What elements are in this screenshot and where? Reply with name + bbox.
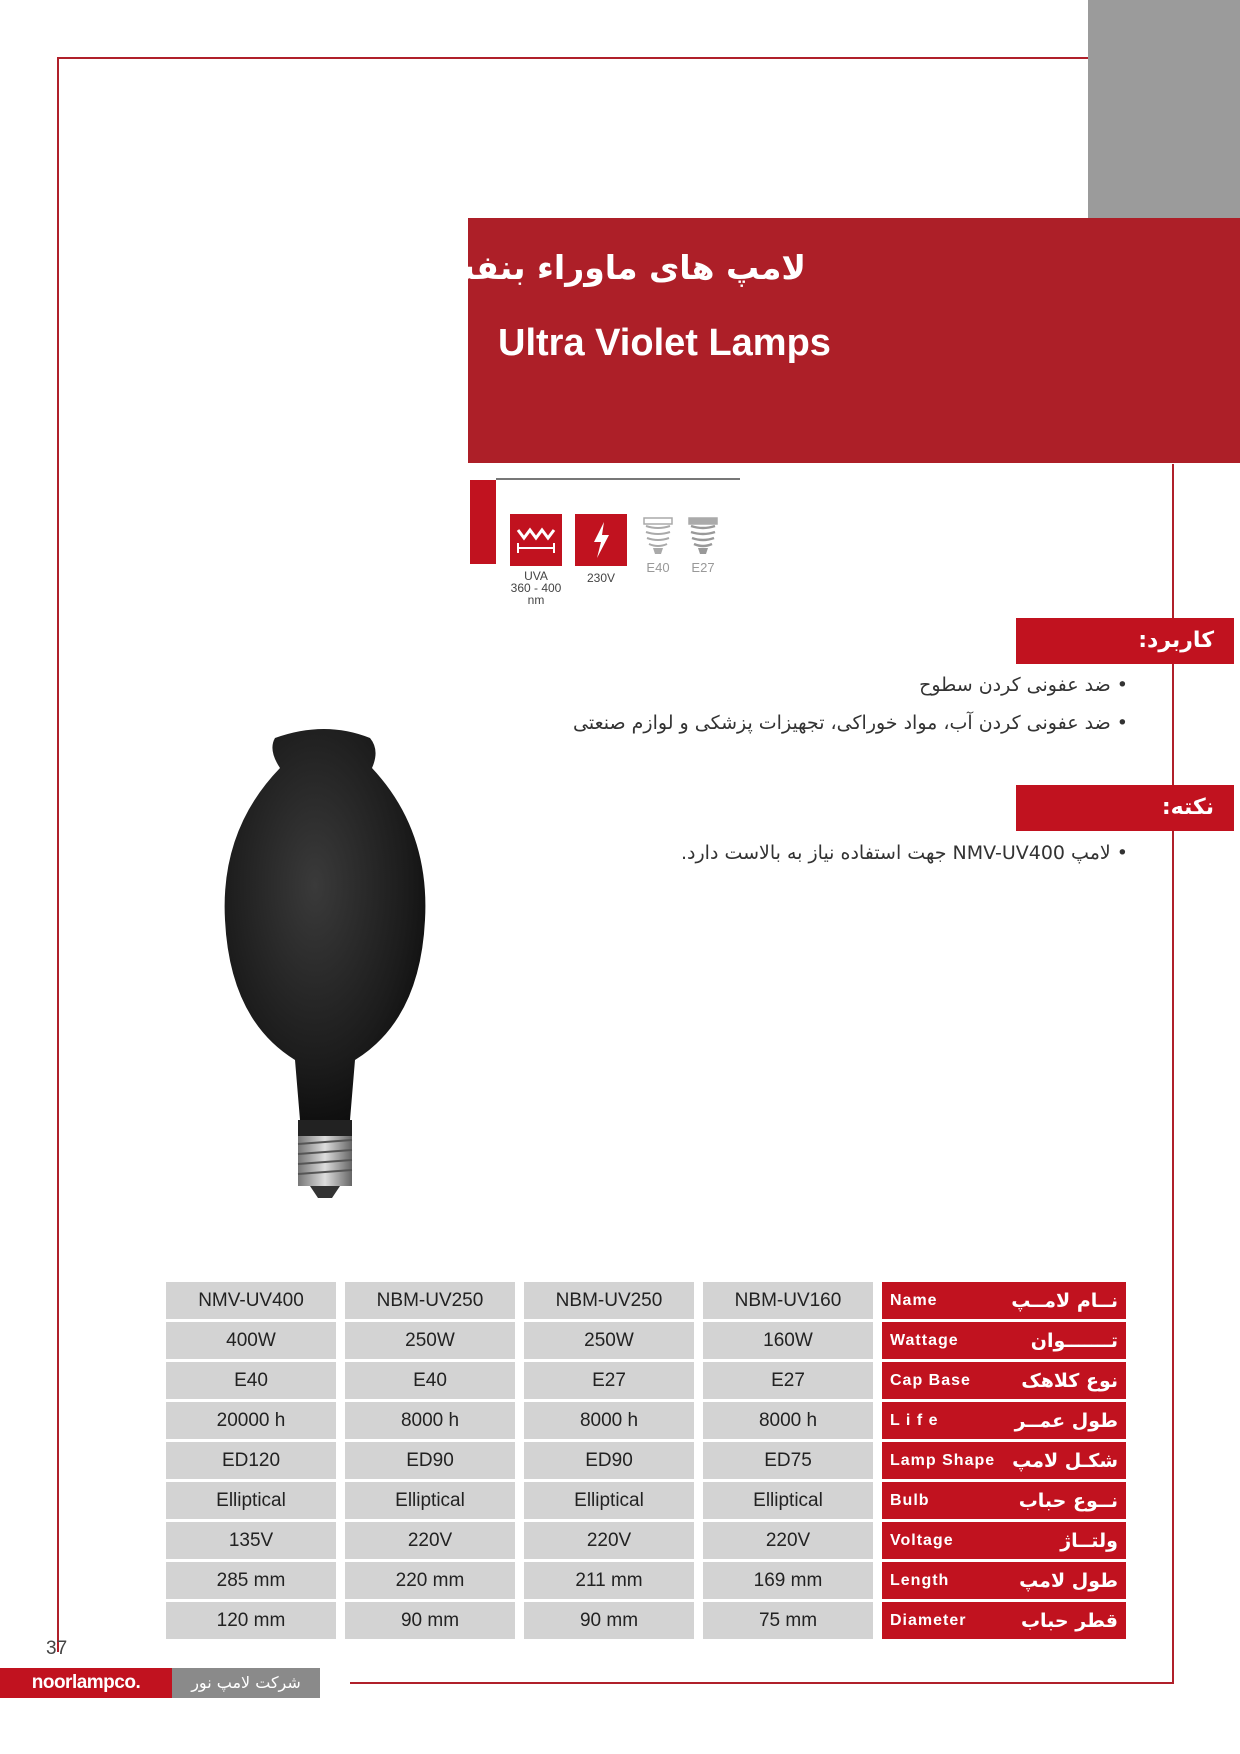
row-header-en: Lamp Shape	[890, 1451, 996, 1469]
table-cell: 135V	[166, 1522, 336, 1559]
usage-section-tab: کاربرد:	[1016, 618, 1234, 664]
table-cell: 250W	[524, 1322, 694, 1359]
logo-fa: شرکت لامپ نور	[172, 1668, 320, 1698]
table-cell: E27	[703, 1362, 873, 1399]
voltage-label: 230V	[586, 571, 616, 585]
base-e27-label: E27	[691, 560, 715, 575]
table-row-header	[882, 1402, 1126, 1439]
lightning-icon	[575, 514, 627, 566]
table-cell: 211 mm	[524, 1562, 694, 1599]
base-e40-badge	[641, 516, 675, 575]
table-cell: 90 mm	[345, 1602, 515, 1639]
table-cell: Elliptical	[166, 1482, 336, 1519]
table-cell: 20000 h	[166, 1402, 336, 1439]
table-cell: NBM-UV250	[524, 1282, 694, 1319]
row-header-fa: تـــــــوان	[1030, 1329, 1118, 1352]
icon-row-accent	[470, 480, 496, 564]
table-cell: NBM-UV250	[345, 1282, 515, 1319]
bullet-icon: •	[1116, 712, 1128, 734]
table-cell: 220V	[524, 1522, 694, 1559]
table-row-header	[882, 1602, 1126, 1639]
table-cell: 220V	[345, 1522, 515, 1559]
row-header-en: Name	[890, 1291, 938, 1309]
table-cell: E40	[166, 1362, 336, 1399]
row-header-en: Length	[890, 1571, 950, 1589]
table-row-header	[882, 1362, 1126, 1399]
table-cell: 8000 h	[524, 1402, 694, 1439]
table-cell: E27	[524, 1362, 694, 1399]
frame-top-line	[58, 57, 1088, 59]
table-row-header	[882, 1322, 1126, 1359]
screw-base-icon	[641, 516, 675, 556]
row-header-fa: طول عمــر	[1014, 1409, 1118, 1432]
table-cell: 285 mm	[166, 1562, 336, 1599]
table-row-header	[882, 1282, 1126, 1319]
base-e27-badge	[686, 516, 720, 575]
table-cell: 8000 h	[345, 1402, 515, 1439]
usage-item	[573, 712, 1128, 734]
icon-row-divider	[496, 478, 740, 480]
table-cell: NBM-UV160	[703, 1282, 873, 1319]
page-number: 37	[46, 1638, 68, 1659]
row-header-fa: طول لامپ	[1019, 1569, 1118, 1592]
frame-left-line	[57, 57, 59, 1652]
table-row-header	[882, 1562, 1126, 1599]
uv-label-line2: 360 - 400	[510, 581, 562, 595]
table-row-header	[882, 1482, 1126, 1519]
uv-label-line3: nm	[527, 593, 545, 607]
note-section-tab: نکته:	[1016, 785, 1234, 831]
row-header-en: Wattage	[890, 1331, 959, 1349]
frame-bottom-line	[350, 1682, 1174, 1684]
company-logo	[0, 1668, 320, 1698]
corner-gray-block	[1088, 0, 1240, 218]
usage-item-text: ضد عفونی کردن سطوح	[919, 674, 1111, 696]
page-header	[429, 218, 1240, 463]
table-cell: 8000 h	[703, 1402, 873, 1439]
uv-wave-icon	[510, 514, 562, 566]
table-cell: E40	[345, 1362, 515, 1399]
table-cell: 220 mm	[345, 1562, 515, 1599]
uv-label-line1: UVA	[524, 569, 548, 583]
voltage-badge	[575, 514, 627, 584]
row-header-fa: شکـل لامپ	[1012, 1449, 1118, 1472]
table-cell: 160W	[703, 1322, 873, 1359]
uv-spectrum-badge	[510, 514, 562, 606]
table-cell: 120 mm	[166, 1602, 336, 1639]
row-header-fa: نــوع حباب	[1018, 1489, 1118, 1512]
table-cell: ED120	[166, 1442, 336, 1479]
usage-item-text: ضد عفونی کردن آب، مواد خوراکی، تجهیزات پزشکی و لوازم صنعتی	[573, 712, 1111, 734]
table-cell: ED75	[703, 1442, 873, 1479]
page-title-fa: لامپ های ماوراء بنفش	[429, 248, 806, 287]
table-cell: 169 mm	[703, 1562, 873, 1599]
usage-item	[919, 674, 1128, 696]
table-cell: 250W	[345, 1322, 515, 1359]
row-header-en: Bulb	[890, 1491, 930, 1509]
table-cell: Elliptical	[524, 1482, 694, 1519]
note-item-text: لامپ NMV-UV400 جهت استفاده نیاز به بالاست دارد.	[680, 842, 1111, 864]
row-header-en: Voltage	[890, 1531, 954, 1549]
page-title-en: Ultra Violet Lamps	[498, 322, 831, 364]
table-cell: 400W	[166, 1322, 336, 1359]
row-header-fa: ولتــاژ	[1060, 1529, 1118, 1552]
table-cell: ED90	[524, 1442, 694, 1479]
screw-base-icon	[686, 516, 720, 556]
table-row-header	[882, 1442, 1126, 1479]
row-header-en: L i f e	[890, 1411, 939, 1429]
row-header-fa: نوع کلاهک	[1021, 1369, 1118, 1392]
note-item	[681, 842, 1128, 864]
logo-en: noorlampco.	[0, 1668, 172, 1698]
row-header-en: Cap Base	[890, 1371, 971, 1389]
uv-lamp-image	[200, 720, 450, 1200]
table-cell: 90 mm	[524, 1602, 694, 1639]
bullet-icon: •	[1116, 674, 1128, 696]
table-cell: NMV-UV400	[166, 1282, 336, 1319]
row-header-fa: نــام لامــپ	[1011, 1289, 1118, 1312]
table-cell: 75 mm	[703, 1602, 873, 1639]
table-row-header	[882, 1522, 1126, 1559]
row-header-fa: قطر حباب	[1020, 1609, 1118, 1632]
table-cell: Elliptical	[345, 1482, 515, 1519]
table-cell: 220V	[703, 1522, 873, 1559]
bullet-icon: •	[1116, 842, 1128, 864]
table-cell: ED90	[345, 1442, 515, 1479]
row-header-en: Diameter	[890, 1611, 967, 1629]
base-e40-label: E40	[646, 560, 670, 575]
table-cell: Elliptical	[703, 1482, 873, 1519]
